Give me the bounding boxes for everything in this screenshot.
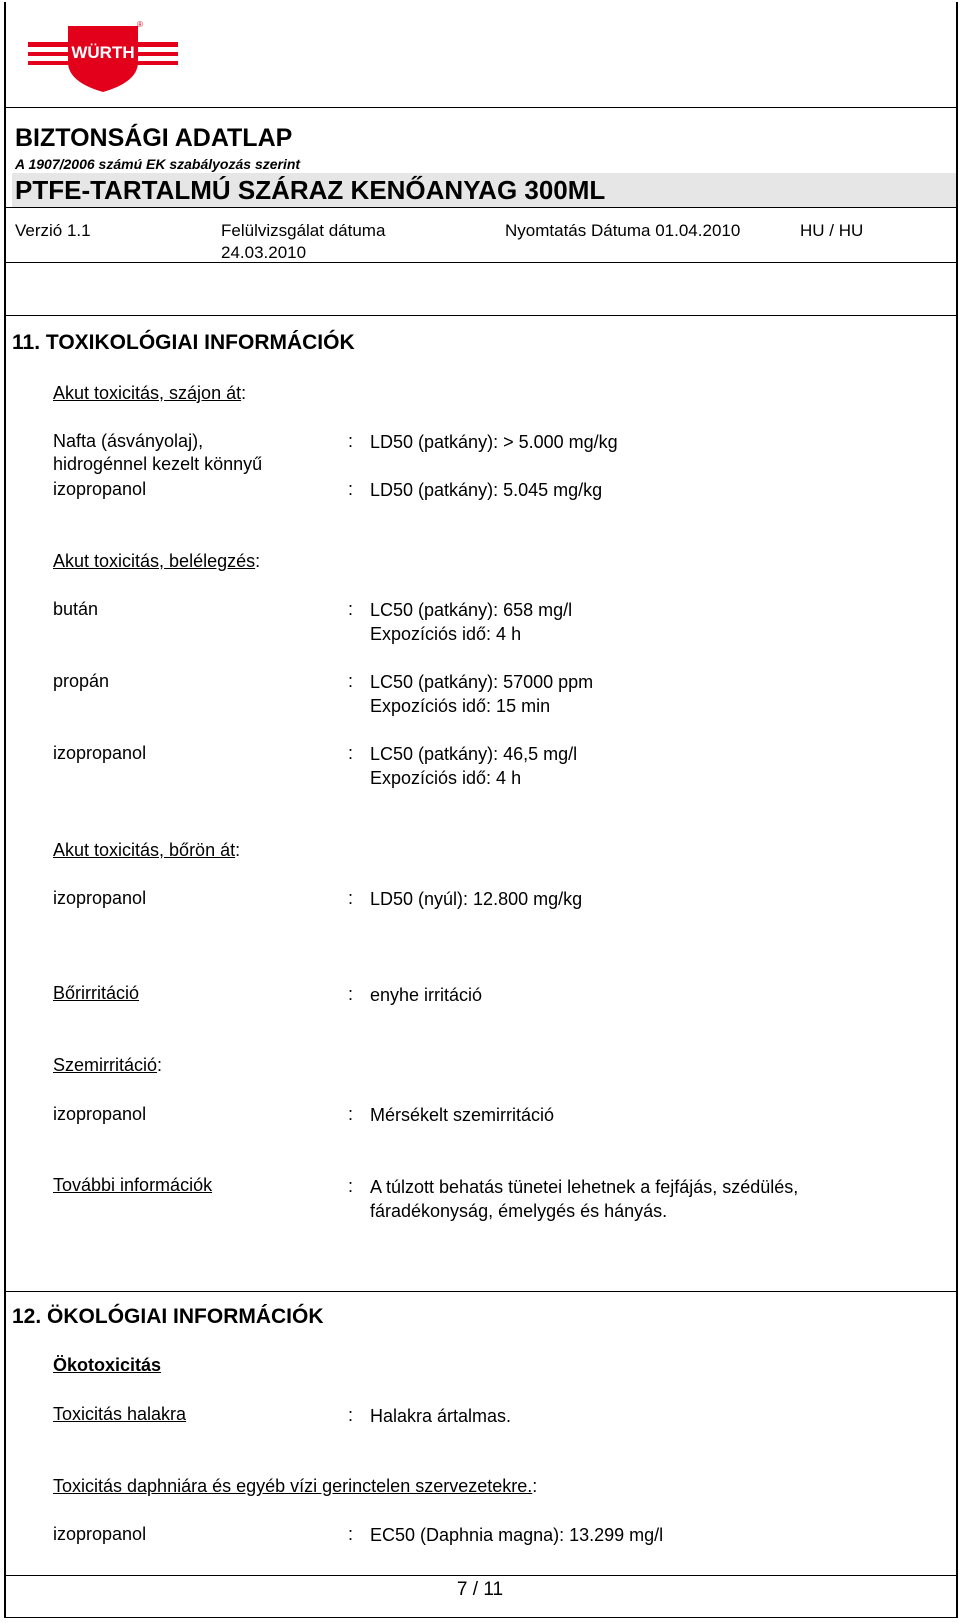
dermal-heading: Akut toxicitás, bőrön át: [53,840,241,860]
inhalation-value-izopropanol: LC50 (patkány): 46,5 mg/l Expozíciós idő: 4 h [370,744,578,788]
inhalation-heading: Akut toxicitás, belélegzés: [53,551,261,571]
footer-top-divider [4,1575,958,1576]
colon: : [348,1405,354,1425]
inhalation-value-butan: LC50 (patkány): 658 mg/l Expozíciós idő: 4 h [370,600,573,644]
product-divider [4,207,958,208]
colon: : [348,671,354,691]
oral-label-nafta: Nafta (ásványolaj), hidrogénnel kezelt könnyű [53,431,263,474]
fish-toxicity-heading: Toxicitás halakra [53,1404,187,1424]
daphnia-heading: Toxicitás daphniára és egyéb vízi gerinctelen szervezetekre.: [53,1476,538,1496]
oral-label-izopropanol: izopropanol [53,479,147,499]
further-info-heading: További információk [53,1175,213,1195]
version: Verzió 1.1 [15,221,91,240]
eye-irritation-heading: Szemirritáció: [53,1055,163,1075]
logo-text: WÜRTH [71,43,135,62]
oral-value-izopropanol: LD50 (patkány): 5.045 mg/kg [370,480,603,500]
inhalation-label-propan: propán [53,671,110,691]
section12-title: 12. ÖKOLÓGIAI INFORMÁCIÓK [12,1305,324,1328]
colon: : [348,984,354,1004]
dermal-label-izopropanol: izopropanol [53,888,147,908]
eye-value-izopropanol: Mérsékelt szemirritáció [370,1105,555,1125]
ecotoxicity-heading: Ökotoxicitás [53,1355,162,1375]
language: HU / HU [800,221,864,240]
inhalation-label-izopropanol: izopropanol [53,743,147,763]
colon: : [348,599,354,619]
meta-divider [4,262,958,263]
section12-top-divider [4,1291,958,1292]
daphnia-label-izopropanol: izopropanol [53,1524,147,1544]
document-subtitle: A 1907/2006 számú EK szabályozás szerint [15,156,301,172]
section11-top-divider [4,315,958,316]
inhalation-label-butan: bután [53,599,99,619]
footer-bottom-divider [4,1617,958,1618]
inhalation-value-propan: LC50 (patkány): 57000 ppm Expozíciós idő: 15 min [370,672,594,716]
colon: : [348,431,354,451]
header-divider [4,107,958,108]
fish-toxicity-value: Halakra ártalmas. [370,1406,512,1426]
section11-title: 11. TOXIKOLÓGIAI INFORMÁCIÓK [12,331,355,354]
registered-mark: ® [137,20,143,29]
product-name: PTFE-TARTALMÚ SZÁRAZ KENŐANYAG 300ML [15,175,606,205]
document-title: BIZTONSÁGI ADATLAP [15,124,293,152]
daphnia-value-izopropanol: EC50 (Daphnia magna): 13.299 mg/l [370,1525,664,1545]
skin-irritation-heading: Bőrirritáció [53,983,140,1003]
revision-date: 24.03.2010 [221,243,307,262]
oral-heading: Akut toxicitás, szájon át: [53,383,247,403]
colon: : [348,743,354,763]
wurth-logo [28,20,178,100]
further-info-value: A túlzott behatás tünetei lehetnek a fejfájás, szédülés, fáradékonyság, émelygés és hányás. [370,1177,799,1221]
page-number: 7 / 11 [456,1579,504,1600]
colon: : [348,479,354,499]
print-date: Nyomtatás Dátuma 01.04.2010 [505,221,741,240]
oral-value-nafta: LD50 (patkány): > 5.000 mg/kg [370,432,618,452]
dermal-value-izopropanol: LD50 (nyúl): 12.800 mg/kg [370,889,583,909]
skin-irritation-value: enyhe irritáció [370,985,483,1005]
colon: : [348,1176,354,1196]
revision-label: Felülvizsgálat dátuma [221,221,386,240]
colon: : [348,1104,354,1124]
eye-label-izopropanol: izopropanol [53,1104,147,1124]
colon: : [348,1524,354,1544]
colon: : [348,888,354,908]
